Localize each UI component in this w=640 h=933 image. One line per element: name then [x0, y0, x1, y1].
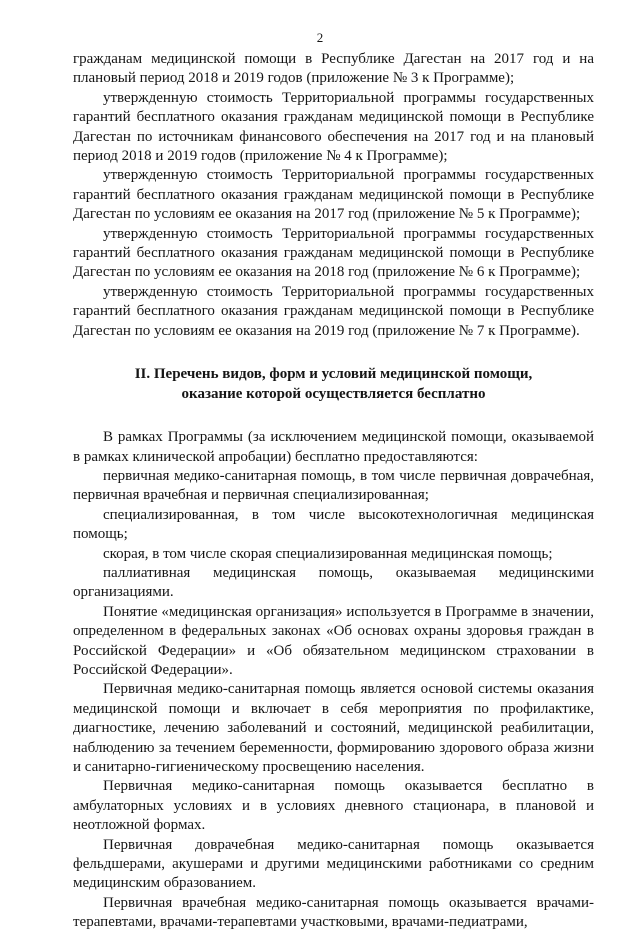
intro-paragraph-appendix-4: утвержденную стоимость Территориальной программы государственных гарантий бесплатного оказания гражданам медицинской помощи в Республике Дагестан по источникам финансового обеспечения на 2017 год и на плановый период 2018 и 2019 годов (приложение № 4 к Программе); — [73, 89, 594, 165]
body-paragraph-pre-medical-care: Первичная доврачебная медико-санитарная помощь оказывается фельдшерами, акушерами и другими медицинскими работниками со средним медицинским образованием. — [73, 836, 594, 892]
body-paragraph-palliative-care: паллиативная медицинская помощь, оказываемая медицинскими организациями. — [73, 564, 594, 601]
body-paragraph-emergency-care: скорая, в том числе скорая специализированная медицинская помощь; — [103, 545, 553, 562]
section-heading-line-1: II. Перечень видов, форм и условий медицинской помощи, — [134, 366, 533, 383]
page-number: 2 — [316, 30, 324, 45]
intro-paragraph-continued: гражданам медицинской помощи в Республике Дагестан на 2017 год и на плановый период 2018 и 2019 годов (приложение № 3 к Программе); — [73, 51, 594, 87]
intro-paragraph-appendix-5: утвержденную стоимость Территориальной программы государственных гарантий бесплатного оказания гражданам медицинской помощи в Республике Дагестан по условиям ее оказания на 2017 год (приложение № 5 к Программе); — [73, 167, 594, 223]
body-paragraph-medical-organization: Понятие «медицинская организация» используется в Программе в значении, определенном в федеральных законах «Об основах охраны здоровья граждан в Российской Федерации» и «Об обязательном медицинском страховании в Российской Федерации». — [73, 603, 594, 678]
document-body — [73, 50, 594, 933]
section-heading — [73, 364, 594, 404]
body-paragraph-primary-care-conditions: Первичная медико-санитарная помощь оказывается бесплатно в амбулаторных условиях и в условиях дневного стационара, в плановой и неотложной формах. — [73, 778, 594, 834]
body-paragraph-primary-care-basis: Первичная медико-санитарная помощь является основой системы оказания медицинской помощи и включает в себя мероприятия по профилактике, диагностике, лечению заболеваний и состояний, медицинской реабилитации, наблюдению за течением беременности, формированию здорового образа жизни и санитарно-гигиеническому просвещению населения. — [73, 681, 594, 775]
body-paragraph-specialized-care: специализированная, в том числе высокотехнологичная медицинская помощь; — [73, 506, 594, 543]
body-paragraph-scope: В рамках Программы (за исключением медицинской помощи, оказываемой в рамках клинической апробации) бесплатно предоставляются: — [73, 429, 594, 465]
section-heading-line-2: оказание которой осуществляется бесплатно — [181, 386, 486, 403]
body-paragraph-physician-care: Первичная врачебная медико-санитарная помощь оказывается врачами-терапевтами, врачами-терапевтами участковыми, врачами-педиатрами, — [73, 894, 594, 931]
intro-paragraph-appendix-7: утвержденную стоимость Территориальной программы государственных гарантий бесплатного оказания гражданам медицинской помощи в Республике Дагестан по условиям ее оказания на 2019 год (приложение № 7 к Программе). — [73, 283, 594, 339]
intro-paragraph-appendix-6: утвержденную стоимость Территориальной программы государственных гарантий бесплатного оказания гражданам медицинской помощи в Республике Дагестан по условиям ее оказания на 2018 год (приложение № 6 к Программе); — [73, 225, 594, 281]
body-paragraph-primary-care: первичная медико-санитарная помощь, в том числе первичная доврачебная, первичная врачебная и первичная специализированная; — [73, 467, 594, 504]
